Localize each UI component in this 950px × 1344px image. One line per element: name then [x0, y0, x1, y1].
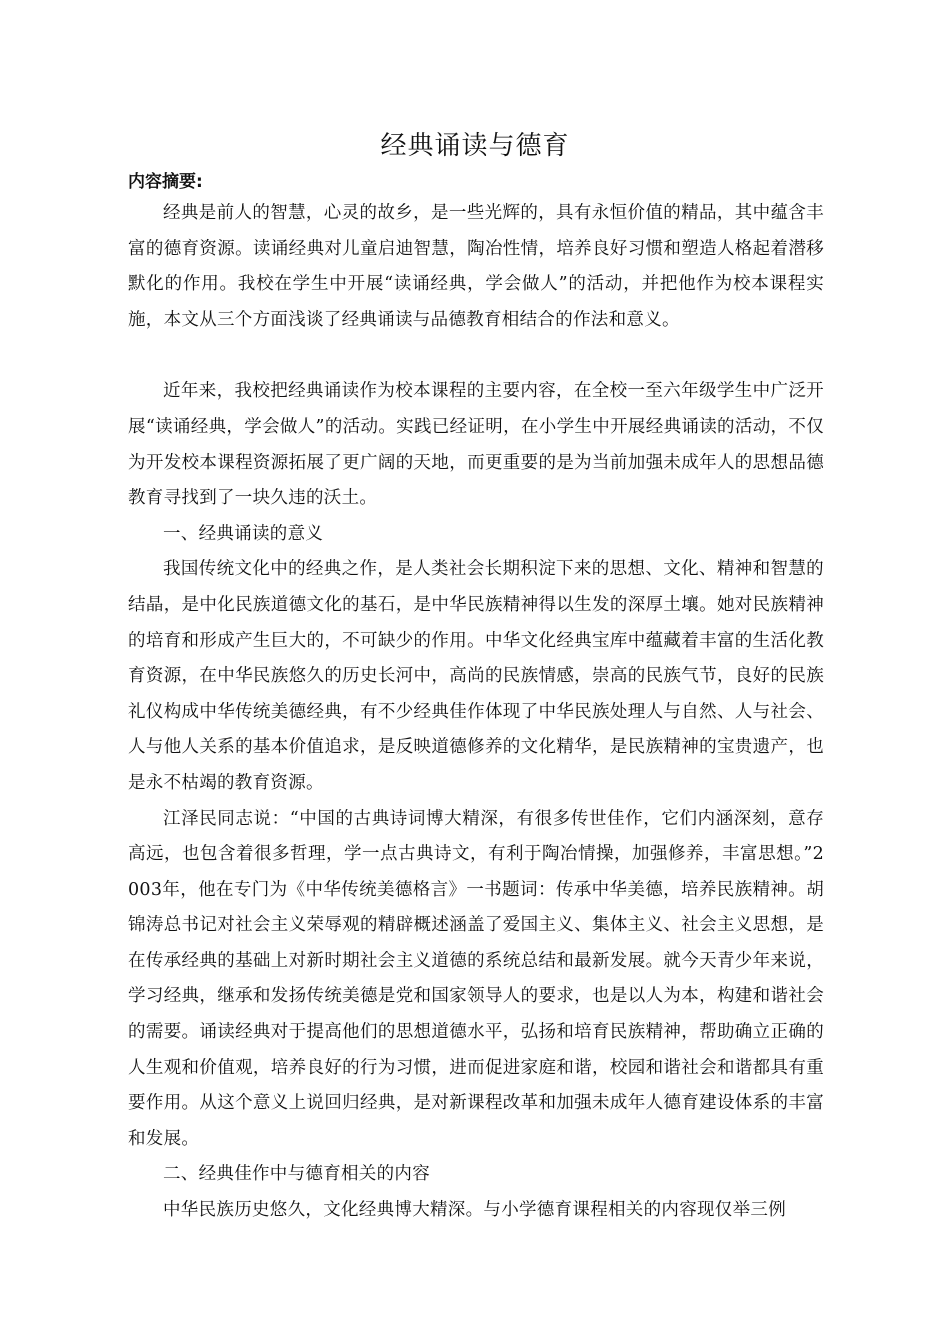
- section-2-paragraph-1: 中华民族历史悠久，文化经典博大精深。与小学德育课程相关的内容现仅举三例: [163, 1200, 786, 1221]
- section-1-paragraph-1: 我国传统文化中的经典之作，是人类社会长期积淀下来的思想、文化、精神和智慧的结晶，是中化民族道德文化的基石，是中华民族精神得以生发的深厚土壤。她对民族精神的培育和形成产生巨大的，不可缺少的作用。中华文化经典宝库中蕴藏着丰富的生活化教育资源，在中华民族悠久的历史长河中，高尚的民族情感，崇高的民族气节，良好的民族礼仪构成中华传统美德经典，有不少经典佳作体现了中华民族处理人与自然、人与社会、人与他人关系的基本价值追求，是反映道德修养的文化精华，是民族精神的宝贵遗产，也是永不枯竭的教育资源。: [128, 559, 824, 793]
- abstract-label: 内容摘要:: [128, 172, 203, 192]
- document-title: 经典诵读与德育: [380, 131, 570, 161]
- intro-paragraph: 近年来，我校把经典诵读作为校本课程的主要内容，在全校一至六年级学生中广泛开展“读诵经典，学会做人”的活动。实践已经证明，在小学生中开展经典诵读的活动，不仅为开发校本课程资源拓展了更广阔的天地，而更重要的是为当前加强未成年人的思想品德教育寻找到了一块久违的沃土。: [128, 381, 824, 509]
- section-1-heading: 一、经典诵读的意义: [163, 523, 324, 544]
- section-1-paragraph-2: 江泽民同志说：“中国的古典诗词博大精深，有很多传世佳作，它们内涵深刻，意存高远，也包含着很多哲理，学一点古典诗文，有利于陶冶情操，加强修养，丰富思想。”2003年，他在专门为《中华传统美德格言》一书题词：传承中华美德，培养民族精神。胡锦涛总书记对社会主义荣辱观的精辟概述涵盖了爱国主义、集体主义、社会主义思想，是在传承经典的基础上对新时期社会主义道德的系统总结和最新发展。就今天青少年来说，学习经典，继承和发扬传统美德是党和国家领导人的要求，也是以人为本，构建和谐社会的需要。诵读经典对于提高他们的思想道德水平，弘扬和培育民族精神，帮助确立正确的人生观和价值观，培养良好的行为习惯，进而促进家庭和谐，校园和谐社会和谐都具有重要作用。从这个意义上说回归经典，是对新课程改革和加强未成年人德育建设体系的丰富和发展。: [128, 808, 824, 1149]
- document-body: [128, 168, 824, 1229]
- paragraph-spacer: [128, 338, 824, 374]
- section-2-heading: 二、经典佳作中与德育相关的内容: [163, 1164, 430, 1185]
- abstract-paragraph: 经典是前人的智慧，心灵的故乡，是一些光辉的，具有永恒价值的精品，其中蕴含丰富的德育资源。读诵经典对儿童启迪智慧，陶冶性情，培养良好习惯和塑造人格起着潜移默化的作用。我校在学生中开展“读诵经典，学会做人”的活动，并把他作为校本课程实施，本文从三个方面浅谈了经典诵读与品德教育相结合的作法和意义。: [128, 203, 824, 330]
